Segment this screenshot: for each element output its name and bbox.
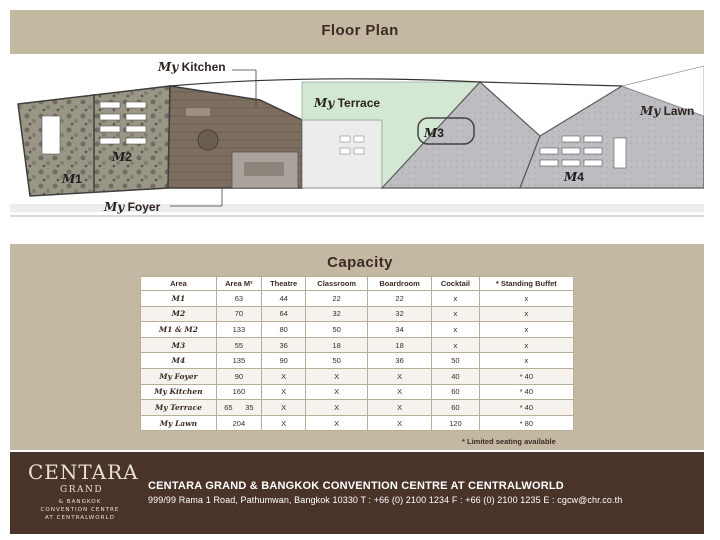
label-my-lawn: My Lawn [640,104,695,118]
header-standing-buffet: * Standing Buffet [479,277,573,291]
capacity-header-row [141,277,574,291]
header-area-m2: Area M² [216,277,261,291]
cell-theatre: X [261,384,305,400]
cell-boardroom: 32 [368,306,432,322]
floor-plan-svg [10,56,704,242]
label-m2: M2 [112,150,132,164]
cell-area: M2 [141,306,217,322]
cell-area: My Kitchen [141,384,217,400]
table-row [141,291,574,307]
cell-theatre: 36 [261,337,305,353]
logo-line: & BANGKOK [58,499,102,505]
cell-area: M3 [141,337,217,353]
table-row [141,306,574,322]
cell-boardroom: X [368,415,432,431]
footer [10,452,704,534]
label-m1: M1 [62,172,82,186]
logo-line: CONVENTION CENTRE [40,507,120,513]
cell-cocktail: 50 [432,353,480,369]
header-area: Area [141,277,217,291]
table-row [141,368,574,384]
cell-classroom: X [306,384,368,400]
cell-boardroom: X [368,368,432,384]
label-my-kitchen: My Kitchen [158,60,226,74]
cell-theatre: X [261,415,305,431]
cell-area-m2: 135 [216,353,261,369]
cell-cocktail: x [432,322,480,338]
cell-area-m2: 55 [216,337,261,353]
floor-plan-drawing [10,56,704,242]
cell-classroom: 22 [306,291,368,307]
cell-classroom: 50 [306,322,368,338]
centara-logo: CENTARA [28,460,139,484]
cell-area: M1 [141,291,217,307]
cell-classroom: 32 [306,306,368,322]
logo-grand: GRAND [60,485,104,495]
table-row [141,400,574,416]
cell-cocktail: x [432,337,480,353]
cell-area: My Terrace [141,400,217,416]
cell-buffet: x [479,353,573,369]
cell-theatre: 64 [261,306,305,322]
cell-boardroom: 22 [368,291,432,307]
header-boardroom: Boardroom [368,277,432,291]
table-row [141,384,574,400]
cell-buffet: x [479,337,573,353]
cell-theatre: X [261,400,305,416]
cell-classroom: 18 [306,337,368,353]
cell-theatre: 80 [261,322,305,338]
label-m4: M4 [564,170,584,184]
cell-cocktail: 120 [432,415,480,431]
cell-area-m2: 160 [216,384,261,400]
cell-classroom: X [306,415,368,431]
cell-area-m2: 63 [216,291,261,307]
cell-boardroom: 34 [368,322,432,338]
cell-area-m2 [216,400,261,416]
venue-address: 999/99 Rama 1 Road, Pathumwan, Bangkok 10330 T : +66 (0) 2100 1234 F : +66 (0) 2100 1235 E : cgcw@chr.co.th [148,495,623,505]
cell-cocktail: 40 [432,368,480,384]
cell-cocktail: 60 [432,400,480,416]
cell-area-m2: 204 [216,415,261,431]
table-row [141,322,574,338]
table-row [141,337,574,353]
logo-line: AT CENTRALWORLD [45,515,115,521]
cell-theatre: 44 [261,291,305,307]
cell-buffet: x [479,322,573,338]
floor-plan-title: Floor Plan [321,22,399,39]
cell-theatre: 90 [261,353,305,369]
cell-buffet: x [479,291,573,307]
header-classroom: Classroom [306,277,368,291]
cell-area: M4 [141,353,217,369]
cell-classroom: X [306,368,368,384]
cell-boardroom: X [368,384,432,400]
venue-name: CENTARA GRAND & BANGKOK CONVENTION CENTRE AT CENTRALWORLD [148,480,564,492]
cell-buffet: x [479,306,573,322]
label-m3: M3 [424,126,444,140]
table-row [141,353,574,369]
cell-area-m2-a: 65 [224,402,233,412]
header-theatre: Theatre [261,277,305,291]
cell-cocktail: x [432,306,480,322]
cell-theatre: X [261,368,305,384]
label-my-foyer: My Foyer [104,200,161,214]
capacity-table [140,276,574,431]
cell-area: My Foyer [141,368,217,384]
cell-area: My Lawn [141,415,217,431]
cell-boardroom: 36 [368,353,432,369]
cell-boardroom: X [368,400,432,416]
capacity-title: Capacity [327,254,393,271]
cell-classroom: 50 [306,353,368,369]
label-my-terrace: My Terrace [314,96,381,110]
cell-area-m2-b: 35 [245,402,254,412]
cell-buffet: * 80 [479,415,573,431]
cell-boardroom: 18 [368,337,432,353]
cell-cocktail: 60 [432,384,480,400]
cell-cocktail: x [432,291,480,307]
cell-area-m2: 133 [216,322,261,338]
cell-buffet: * 40 [479,368,573,384]
cell-buffet: * 40 [479,384,573,400]
header-cocktail: Cocktail [432,277,480,291]
cell-area-m2: 90 [216,368,261,384]
cell-area: M1 & M2 [141,322,217,338]
limited-seating-note: * Limited seating available [462,437,556,446]
cell-buffet: * 40 [479,400,573,416]
cell-classroom: X [306,400,368,416]
table-row [141,415,574,431]
cell-area-m2: 70 [216,306,261,322]
